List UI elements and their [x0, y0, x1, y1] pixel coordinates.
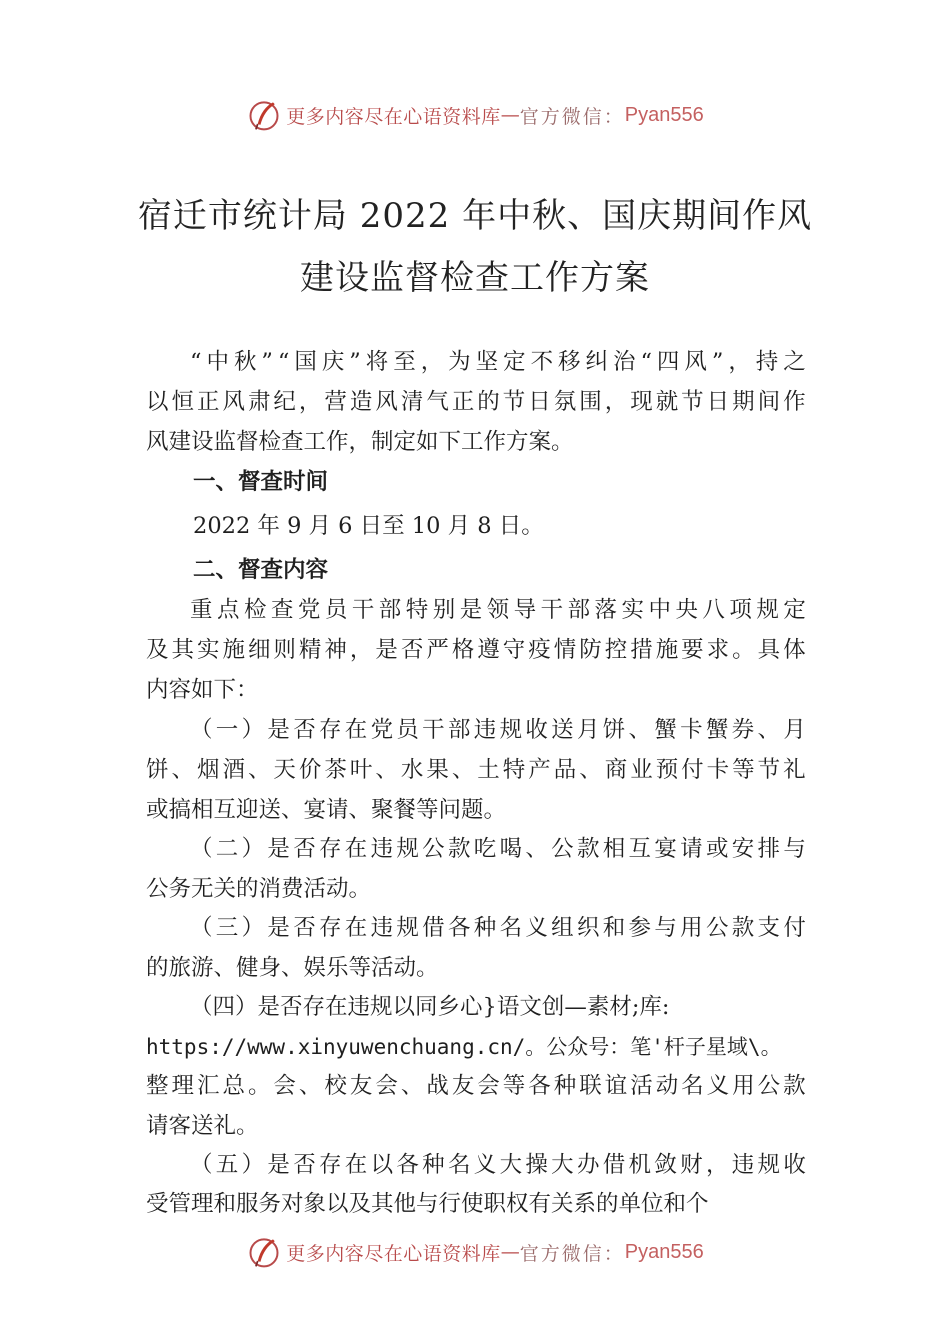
- section-2-intro-line-2: 及 其 实 施 细 则 精 神 ， 是 否 严 格 遵 守 疫 情 防 控 措 施 要 求 。 具 体: [146, 637, 806, 663]
- document-title-line-2: 建设监督检查工作方案: [300, 258, 650, 298]
- quill-pen-logo-icon: [246, 97, 282, 133]
- watermark-text: 更多内容尽在心语资料库: [286, 105, 501, 128]
- intro-line-2: 以 恒 正 风 肃 纪 ， 营 造 风 清 气 正 的 节 日 氛 围 ， 现 就 节 日 期 间 作: [146, 389, 806, 415]
- item-3-line-2: 的旅游、健身、娱乐等活动。: [146, 955, 439, 981]
- item-5-line-2: 受管理和服务对象以及其他与行使职权有关系的单位和个: [146, 1191, 709, 1217]
- item-2-line-1: （ 二 ） 是 否 存 在 违 规 公 款 吃 喝 、 公 款 相 互 宴 请 或 安 排 与: [190, 836, 806, 862]
- item-1-line-2: 饼 、 烟 酒 、 天 价 茶 叶 、 水 果 、 土 特 产 品 、 商 业 预 付 卡 等 节 礼: [146, 757, 806, 783]
- document-title-line-1: 宿迁市统计局 2022 年中秋、国庆期间作风: [137, 196, 813, 236]
- item-3-line-1: （ 三 ） 是 否 存 在 违 规 借 各 种 名 义 组 织 和 参 与 用 公 款 支 付: [190, 915, 806, 941]
- item-1-line-3: 或搞相互迎送、宴请、聚餐等问题。: [146, 797, 507, 823]
- section-2-heading: 二、督查内容: [193, 557, 329, 583]
- watermark-top: [0, 95, 950, 135]
- section-1-heading: 一、督查时间: [193, 469, 329, 495]
- item-4-line-4: 请客送礼。: [146, 1113, 259, 1139]
- quill-pen-logo-icon: [246, 1234, 282, 1270]
- item-1-line-1: （ 一 ） 是 否 存 在 党 员 干 部 违 规 收 送 月 饼 、 蟹 卡 蟹 券 、 月: [190, 717, 806, 743]
- section-1-date: 2022 年 9 月 6 日至 10 月 8 日。: [193, 513, 544, 539]
- watermark-text: 更多内容尽在心语资料库: [286, 1242, 501, 1265]
- item-4-line-2: https://www.xinyuwenchuang.cn/。公众号：笔'杆子星域\。: [146, 1035, 782, 1059]
- intro-line-1: “ 中 秋 ” “ 国 庆 ” 将 至 ， 为 坚 定 不 移 纠 治 “ 四 风 ” ， 持 之: [190, 349, 806, 375]
- watermark-wechat-id: Pyan556: [624, 1240, 704, 1263]
- watermark-wechat-id: Pyan556: [624, 103, 704, 126]
- watermark-bottom: [0, 1232, 950, 1272]
- item-5-line-1: （ 五 ） 是 否 存 在 以 各 种 名 义 大 操 大 办 借 机 敛 财 ， 违 规 收: [190, 1152, 806, 1178]
- item-4-line-1: （四）是否存在违规以同乡心}语文创—素材;库:: [190, 994, 670, 1020]
- item-4-line-3: 整 理 汇 总 。 会 、 校 友 会 、 战 友 会 等 各 种 联 谊 活 动 名 义 用 公 款: [146, 1073, 806, 1099]
- watermark-separator: —: [500, 104, 520, 126]
- watermark-separator: —: [500, 1241, 520, 1263]
- item-2-line-2: 公务无关的消费活动。: [146, 876, 372, 902]
- intro-line-3: 风建设监督检查工作，制定如下工作方案。: [146, 429, 574, 455]
- section-2-intro-line-3: 内容如下：: [146, 677, 259, 703]
- watermark-official-label: 官方微信：: [519, 1242, 625, 1265]
- watermark-official-label: 官方微信：: [519, 105, 625, 128]
- section-2-intro-line-1: 重 点 检 查 党 员 干 部 特 别 是 领 导 干 部 落 实 中 央 八 项 规 定: [190, 597, 806, 623]
